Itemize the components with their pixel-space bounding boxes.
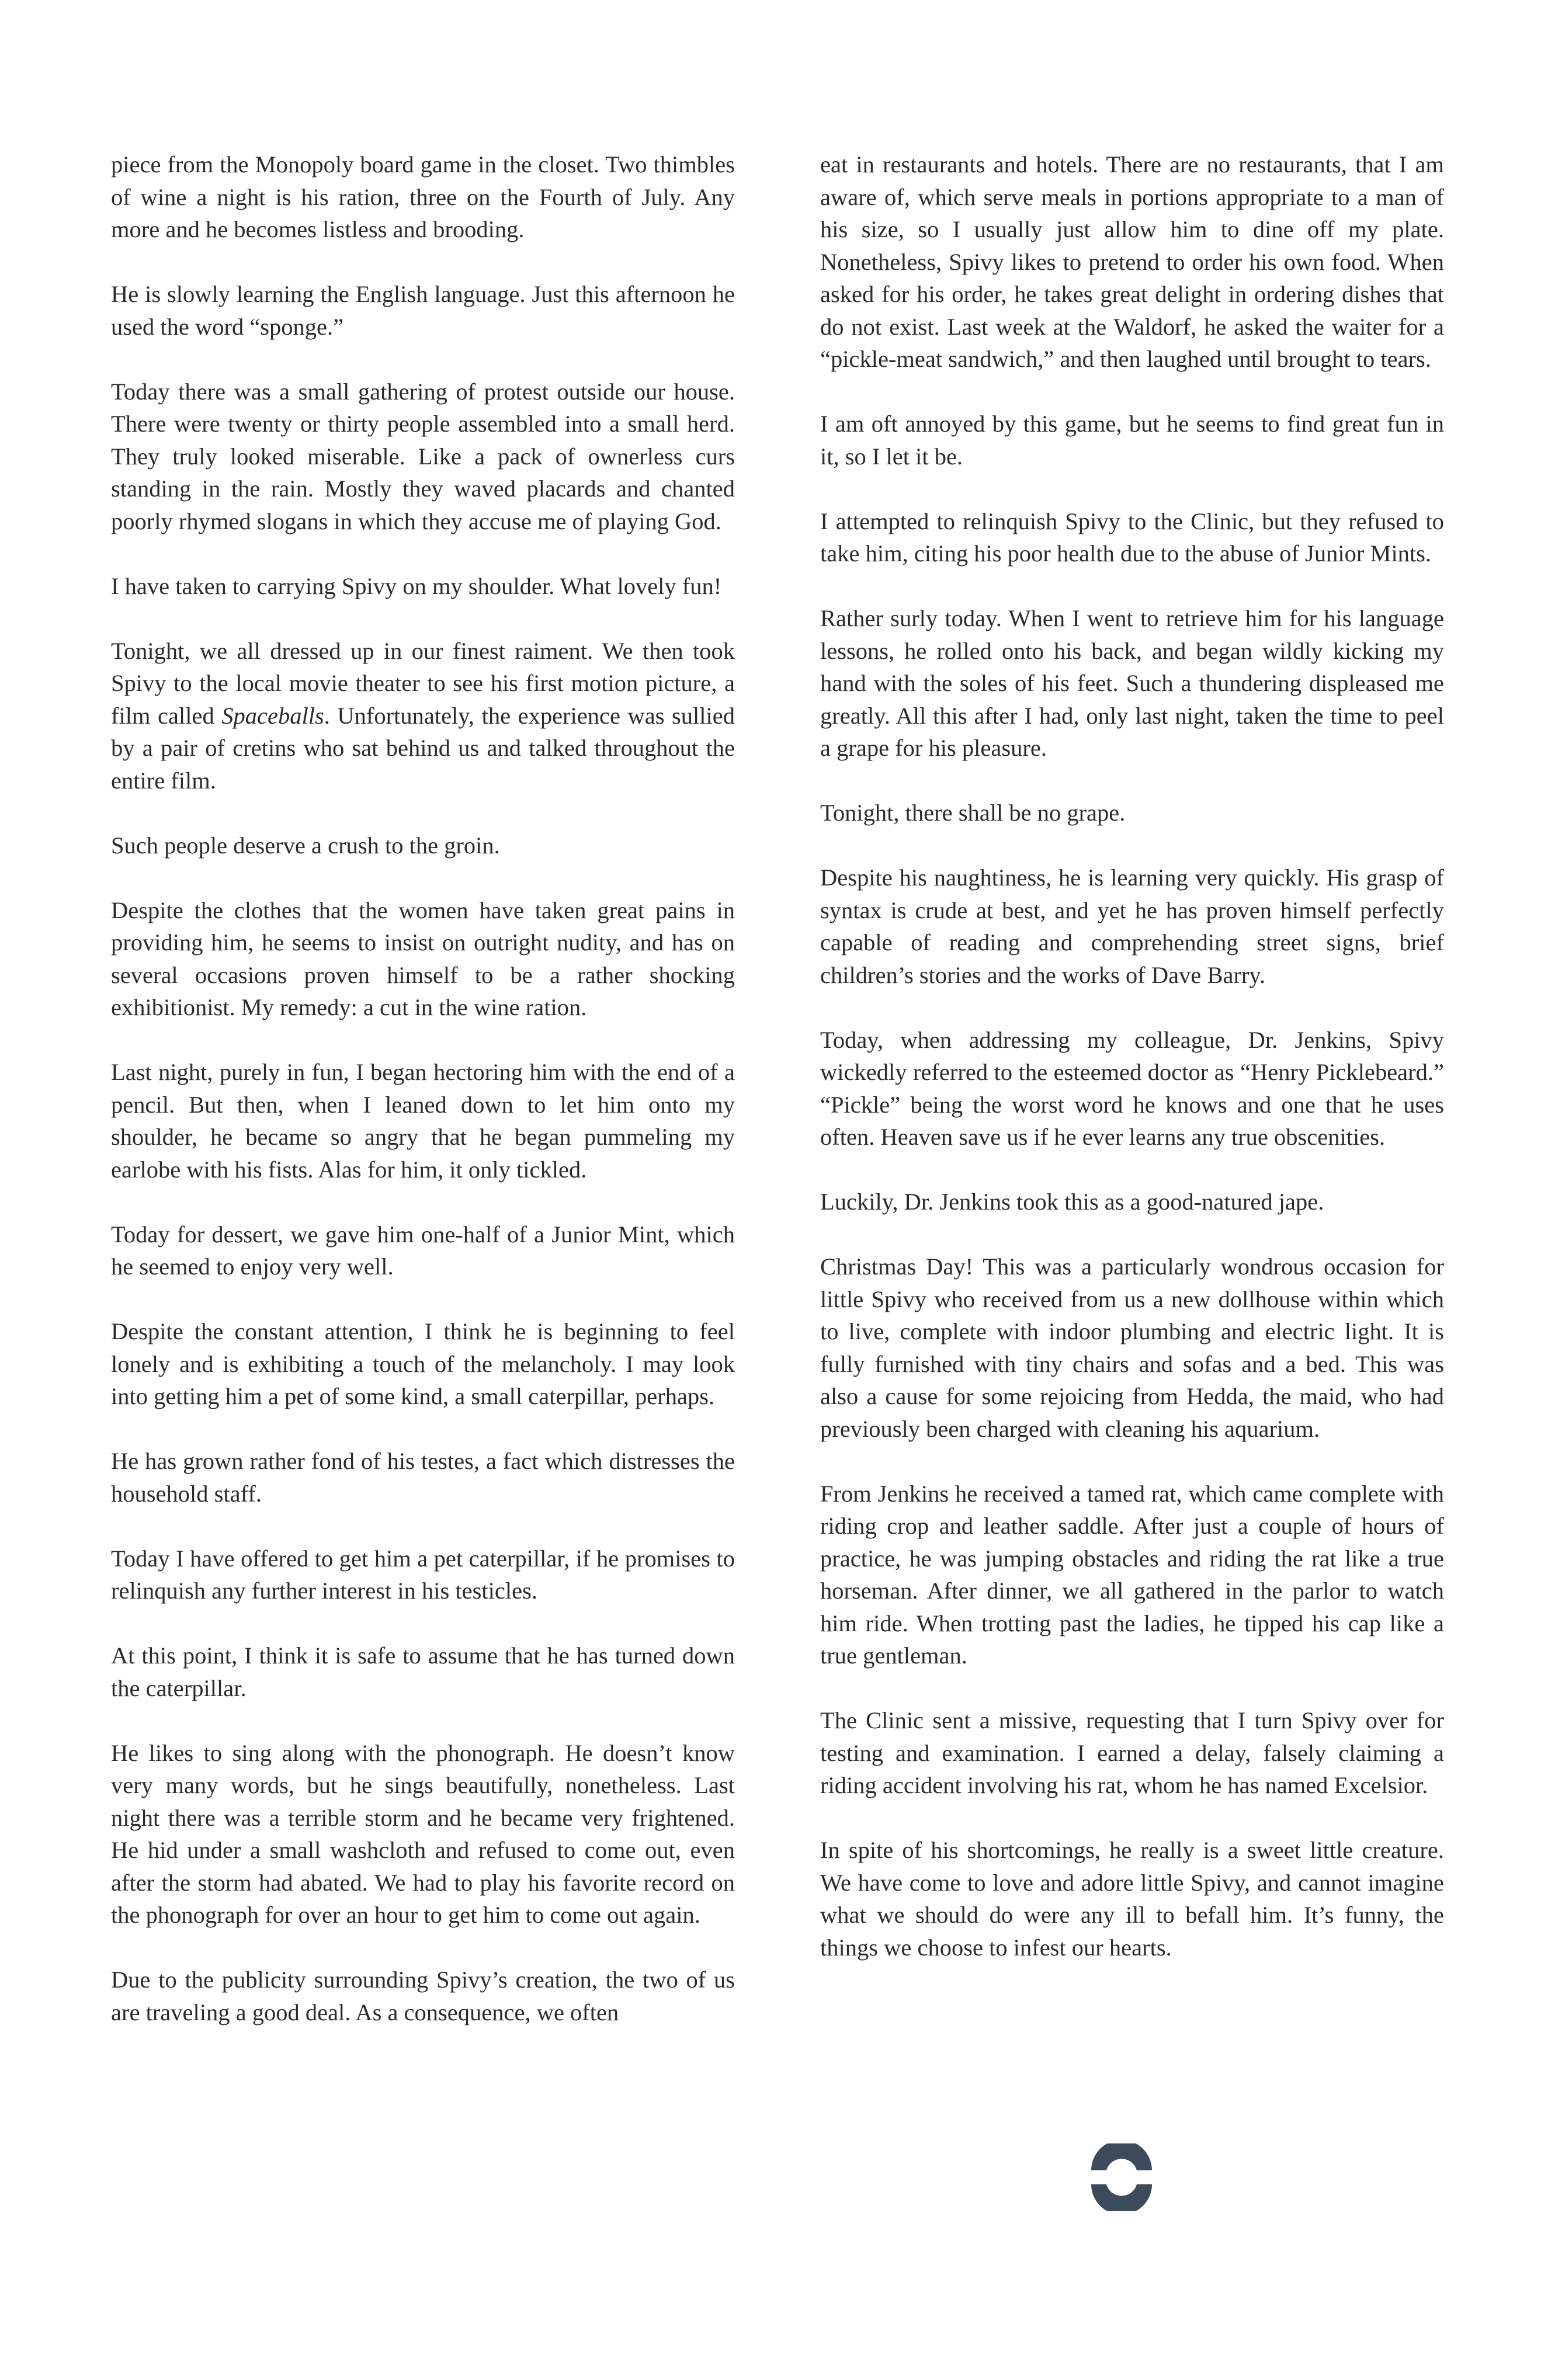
paragraph: Rather surly today. When I went to retrieve him for his language lessons, he rolled onto his back, and began wildly kicking my hand with the soles of his feet. Such a thundering displeased me greatly. All this after I had, only last night, taken the time to peel a grape for his pleasure.	[820, 605, 1444, 761]
paragraph	[111, 635, 735, 797]
paragraph: Luckily, Dr. Jenkins took this as a good-natured jape.	[820, 1189, 1324, 1215]
end-mark-icon	[1088, 2143, 1155, 2211]
paragraph: Due to the publicity surrounding Spivy’s creation, the two of us are traveling a good deal. As a consequence, we often	[111, 1966, 735, 2025]
paragraph: Today I have offered to get him a pet caterpillar, if he promises to relinquish any further interest in his testicles.	[111, 1545, 735, 1604]
paragraph: Last night, purely in fun, I began hectoring him with the end of a pencil. But then, when I leaned down to let him onto my shoulder, he became so angry that he began pummeling my earlobe with his fists. Alas for him, it only tickled.	[111, 1059, 735, 1183]
paragraph: He likes to sing along with the phonograph. He doesn’t know very many words, but he sings beautifully, nonetheless. Last night there was a terrible storm and he became very frightened. He hid under a small washcloth and refused to come out, even after the storm had abated. We had to play his favorite record on the phonograph for over an hour to get him to come out again.	[111, 1739, 735, 1928]
paragraph: eat in restaurants and hotels. There are no restaurants, that I am aware of, which serve meals in portions appropriate to a man of his size, so I usually just allow him to dine off my plate. Nonetheless, Spivy likes to pretend to order his own food. When asked for his order, he takes great delight in ordering dishes that do not exist. Last week at the Waldorf, he asked the waiter for a “pickle-meat sandwich,” and then laughed until brought to tears.	[820, 151, 1444, 372]
paragraph-text: . Unfortunately, the experience was sullied by a pair of cretins who sat behind us and talked throughout the entire film.	[111, 702, 735, 794]
paragraph: Despite the clothes that the women have taken great pains in providing him, he seems to insist on outright nudity, and has on several occasions proven himself to be a rather shocking exhibitionist. My remedy: a cut in the wine ration.	[111, 897, 735, 1020]
paragraph: He is slowly learning the English language. Just this afternoon he used the word “sponge.”	[111, 281, 735, 340]
paragraph-text: Tonight, we all dressed up in our finest raiment. We then took Spivy to the local movie theater to see his first motion picture, a film called	[111, 637, 735, 729]
paragraph: He has grown rather fond of his testes, a fact which distresses the household staff.	[111, 1448, 735, 1507]
paragraph: I am oft annoyed by this game, but he seems to find great fun in it, so I let it be.	[820, 411, 1444, 470]
right-column	[820, 148, 1444, 1964]
paragraph: piece from the Monopoly board game in the closet. Two thimbles of wine a night is his ration, three on the Fourth of July. Any more and he becomes listless and brooding.	[111, 151, 735, 242]
paragraph: From Jenkins he received a tamed rat, which came complete with riding crop and leather saddle. After just a couple of hours of practice, he was jumping obstacles and riding the rat like a true horseman. After dinner, we all gathered in the parlor to watch him ride. When trotting past the ladies, he tipped his cap like a true gentleman.	[820, 1480, 1444, 1669]
paragraph: I have taken to carrying Spivy on my shoulder. What lovely fun!	[111, 572, 722, 599]
film-title: Spaceballs	[221, 702, 324, 729]
paragraph: Today there was a small gathering of protest outside our house. There were twenty or thirty people assembled into a small herd. They truly looked miserable. Like a pack of ownerless curs standing in the rain. Mostly they waved placards and chanted poorly rhymed slogans in which they accuse me of playing God.	[111, 378, 735, 534]
paragraph: Despite his naughtiness, he is learning very quickly. His grasp of syntax is crude at best, and yet he has proven himself perfectly capable of reading and comprehending street signs, brief children’s stories and the works of Dave Barry.	[820, 864, 1444, 988]
paragraph: Today, when addressing my colleague, Dr. Jenkins, Spivy wickedly referred to the esteemed doctor as “Henry Picklebeard.” “Pickle” being the worst word he knows and one that he uses often. Heaven save us if he ever learns any true obscenities.	[820, 1026, 1444, 1150]
paragraph: Today for dessert, we gave him one-half of a Junior Mint, which he seemed to enjoy very well.	[111, 1221, 735, 1280]
paragraph: The Clinic sent a missive, requesting that I turn Spivy over for testing and examination. I earned a delay, falsely claiming a riding accident involving his rat, whom he has named Excelsior.	[820, 1707, 1444, 1798]
left-column	[111, 148, 735, 2028]
paragraph: In spite of his shortcomings, he really is a sweet little creature. We have come to love and adore little Spivy, and cannot imagine what we should do were any ill to befall him. It’s funny, the things we choose to infest our hearts.	[820, 1837, 1444, 1961]
paragraph: At this point, I think it is safe to assume that he has turned down the caterpillar.	[111, 1642, 735, 1701]
paragraph: Such people deserve a crush to the groin.	[111, 832, 500, 859]
paragraph: Tonight, there shall be no grape.	[820, 800, 1126, 826]
paragraph: I attempted to relinquish Spivy to the Clinic, but they refused to take him, citing his poor health due to the abuse of Junior Mints.	[820, 508, 1444, 567]
paragraph: Despite the constant attention, I think he is beginning to feel lonely and is exhibiting a touch of the melancholy. I may look into getting him a pet of some kind, a small caterpillar, perhaps.	[111, 1318, 735, 1409]
paragraph: Christmas Day! This was a particularly wondrous occasion for little Spivy who received from us a new dollhouse within which to live, complete with indoor plumbing and electric light. It is fully furnished with tiny chairs and sofas and a bed. This was also a cause for some rejoicing from Hedda, the maid, who had previously been charged with cleaning his aquarium.	[820, 1253, 1444, 1442]
